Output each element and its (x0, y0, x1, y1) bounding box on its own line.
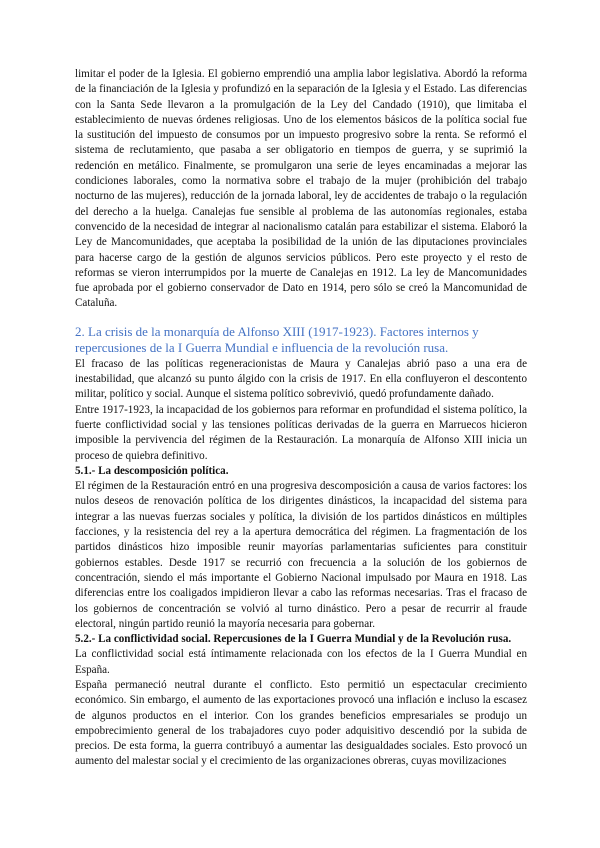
subheading-social-conflict: 5.2.- La conflictividad social. Repercusiones de la I Guerra Mundial y de la Revolución rusa. (75, 633, 512, 646)
section-paragraph-2: Entre 1917-1923, la incapacidad de los gobiernos para reformar en profundidad el sistema político, la fuerte conflictividad social y las tensiones políticas derivadas de la guerra en Marruecos hicieron imposible la pervivencia del régimen de la Restauración. La monarquía de Alfonso XIII inicia un proceso de quiebra definitivo. (75, 403, 527, 462)
section-paragraph-1: El fracaso de las políticas regeneracionistas de Maura y Canalejas abrió paso a una era de inestabilidad, que alcanzó su punto álgido con la crisis de 1917. En ella confluyeron el descontento militar, político y social. Aunque el sistema político sobrevivió, quedó profundamente dañado. (75, 357, 527, 401)
section-heading: 2. La crisis de la monarquía de Alfonso XIII (1917-1923). Factores internos y repercusiones de la I Guerra Mundial e influencia de la revolución rusa. (75, 323, 479, 356)
document-page (75, 67, 527, 770)
social-conflict-paragraph-2: España permaneció neutral durante el conflicto. Esto permitió un espectacular crecimiento económico. Sin embargo, el aumento de las exportaciones provocó una inflación e incluso la escasez de algunos productos en el interior. Con los grandes beneficios empresariales se produjo un empobrecimiento general de los trabajadores cuyo poder adquisitivo descendió por la subida de precios. De esta forma, la guerra contribuyó a aumentar las desigualdades sociales. Esto provocó un aumento del malestar social y el crecimiento de las organizaciones obreras, cuyas movilizaciones (75, 678, 527, 768)
intro-paragraph: limitar el poder de la Iglesia. El gobierno emprendió una amplia labor legislativa. Abordó la reforma de la financiación de la Iglesia y profundizó en la separación de la Iglesia y el Estado. Las diferencias con la Santa Sede llevaron a la promulgación de la Ley del Candado (1910), que limitaba el establecimiento de nuevas órdenes religiosas. Uno de los elementos básicos de la política social fue la sustitución del impuesto de consumos por un impuesto progresivo sobre la renta. Se reformó el sistema de reclutamiento, que pasaba a ser obligatorio en tiempos de guerra, y se suprimió la redención en metálico. Finalmente, se promulgaron una serie de leyes encaminadas a mejorar las condiciones laborales, como la normativa sobre el trabajo de la mujer (prohibición del trabajo nocturno de las mujeres), reducción de la jornada laboral, ley de accidentes de trabajo o la regulación del derecho a la huelga. Canalejas fue sensible al problema de las autonomías regionales, estaba convencido de la necesidad de integrar al nacionalismo catalán para estabilizar el sistema. Elaboró la Ley de Mancomunidades, que aceptaba la posibilidad de la unión de las diputaciones provinciales para hacerse cargo de la gestión de algunos servicios públicos. Pero este proyecto y el resto de reformas se vieron interrumpidos por la muerte de Canalejas en 1912. La ley de Mancomunidades fue aprobada por el gobierno conservador de Dato en 1914, pero sólo se creó la Mancomunidad de Cataluña. (75, 68, 527, 310)
subheading-decomposition: 5.1.- La descomposición política. (75, 464, 229, 477)
social-conflict-paragraph-1: La conflictividad social está íntimamente relacionada con los efectos de la I Guerra Mundial en España. (75, 648, 527, 676)
decomposition-paragraph: El régimen de la Restauración entró en una progresiva descomposición a causa de varios factores: los nulos deseos de renovación política de los dirigentes dinásticos, la incapacidad del sistema para integrar a las nuevas fuerzas sociales y política, la división de los partidos dinásticos en múltiples facciones, y la resistencia del rey a la apertura democrática del régimen. La fragmentación de los partidos dinásticos hizo imposible reunir mayorías parlamentarias suficientes para constituir gobiernos estables. Desde 1917 se recurrió con frecuencia a la solución de los gobiernos de concentración, siendo el más importante el Gobierno Nacional impulsado por Maura en 1918. Las diferencias entre los coaligados impidieron llevar a cabo las reformas necesarias. Tras el fracaso de los gobiernos de concentración se volvió al turno dinástico. Pero a pesar de recurrir al fraude electoral, ningún partido reunió la mayoría necesaria para gobernar. (75, 480, 527, 630)
